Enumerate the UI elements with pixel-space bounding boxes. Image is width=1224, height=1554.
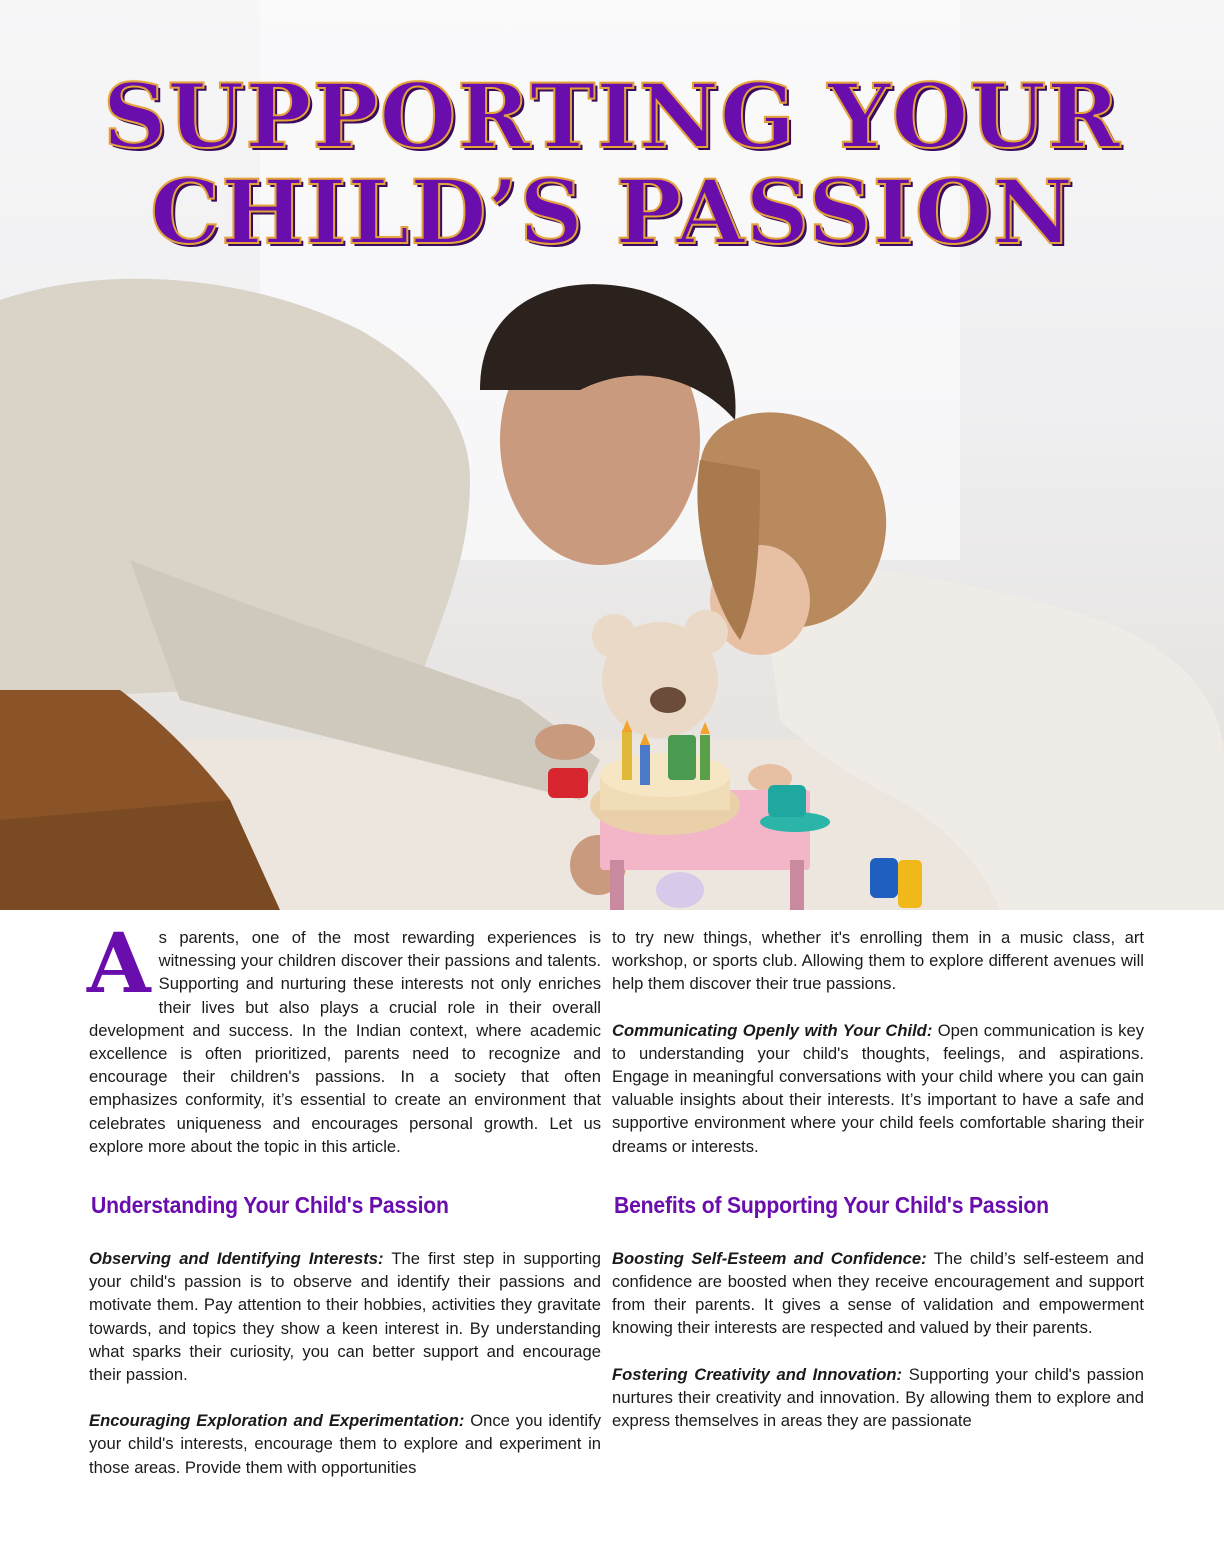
intro-paragraph bbox=[87, 916, 601, 1158]
title-line-2: CHILD’S PASSION bbox=[150, 160, 1074, 264]
paragraph-text: Open communication is key to understanding your child's thoughts, feelings, and aspirations. Engage in meaningful conversations with your child where you can gain valuable insights about their interests. It’s important to have a safe and supportive environment where your child feels comfortable sharing their dreams or interests. bbox=[612, 1020, 1144, 1156]
paragraph-boosting bbox=[612, 1247, 1144, 1340]
paragraph-encouraging bbox=[89, 1409, 601, 1479]
paragraph-text: Once you identify your child's interests, encourage them to explore and experiment in those areas. Provide them with opportunities bbox=[89, 1411, 601, 1477]
paragraph-text: The first step in supporting your child's passion is to observe and identify their passions and motivate them. Pay attention to their hobbies, activities they gravitate towards, and topics they show a keen interest in. By understanding what sparks their curiosity, you can better support and encourage their passion. bbox=[89, 1249, 601, 1385]
drop-cap: A bbox=[87, 916, 151, 1012]
paragraph-communicating bbox=[612, 1019, 1144, 1158]
paragraph-text: The child’s self-esteem and confidence are boosted when they receive encouragement and support from their parents. It gives a sense of validation and empowerment knowing their interests are respected and valued by their parents. bbox=[612, 1248, 1144, 1338]
paragraph-text: Supporting your child's passion nurtures their creativity and innovation. By allowing them to explore and express themselves in areas they are passionate bbox=[612, 1364, 1144, 1431]
section-heading-benefits: Benefits of Supporting Your Child's Passion bbox=[614, 1191, 1049, 1218]
intro-text: s parents, one of the most rewarding experiences is witnessing your children discover their passions and talents. Supporting and nurturing these interests not only enriches their lives but also plays a crucial role in their overall development and success. In the Indian context, where academic excellence is often prioritized, parents need to recognize and encourage their children's passions. In a society that often emphasizes conformity, it’s essential to create an environment that celebrates uniqueness and encourages personal growth. Let us explore more about the topic in this article. bbox=[89, 928, 601, 1156]
paragraph-continuation: to try new things, whether it's enrolling them in a music class, art workshop, or sports club. Allowing them to explore different avenues will help them discover their true passions. bbox=[612, 928, 1144, 994]
paragraph-fostering bbox=[612, 1363, 1144, 1433]
paragraph-lead: Communicating Openly with Your Child: bbox=[612, 1020, 933, 1040]
section-heading-understanding: Understanding Your Child's Passion bbox=[91, 1192, 449, 1219]
paragraph-lead: Encouraging Exploration and Experimentation: bbox=[89, 1411, 465, 1431]
title-line-1: SUPPORTING YOUR bbox=[102, 64, 1122, 168]
paragraph-observing bbox=[89, 1247, 601, 1386]
paragraph-lead: Observing and Identifying Interests: bbox=[89, 1249, 384, 1269]
paragraph-lead: Boosting Self-Esteem and Confidence: bbox=[612, 1248, 927, 1268]
page-title bbox=[0, 64, 1224, 264]
left-column bbox=[87, 916, 601, 1479]
right-column bbox=[612, 926, 1144, 1432]
paragraph-lead: Fostering Creativity and Innovation: bbox=[612, 1364, 903, 1384]
